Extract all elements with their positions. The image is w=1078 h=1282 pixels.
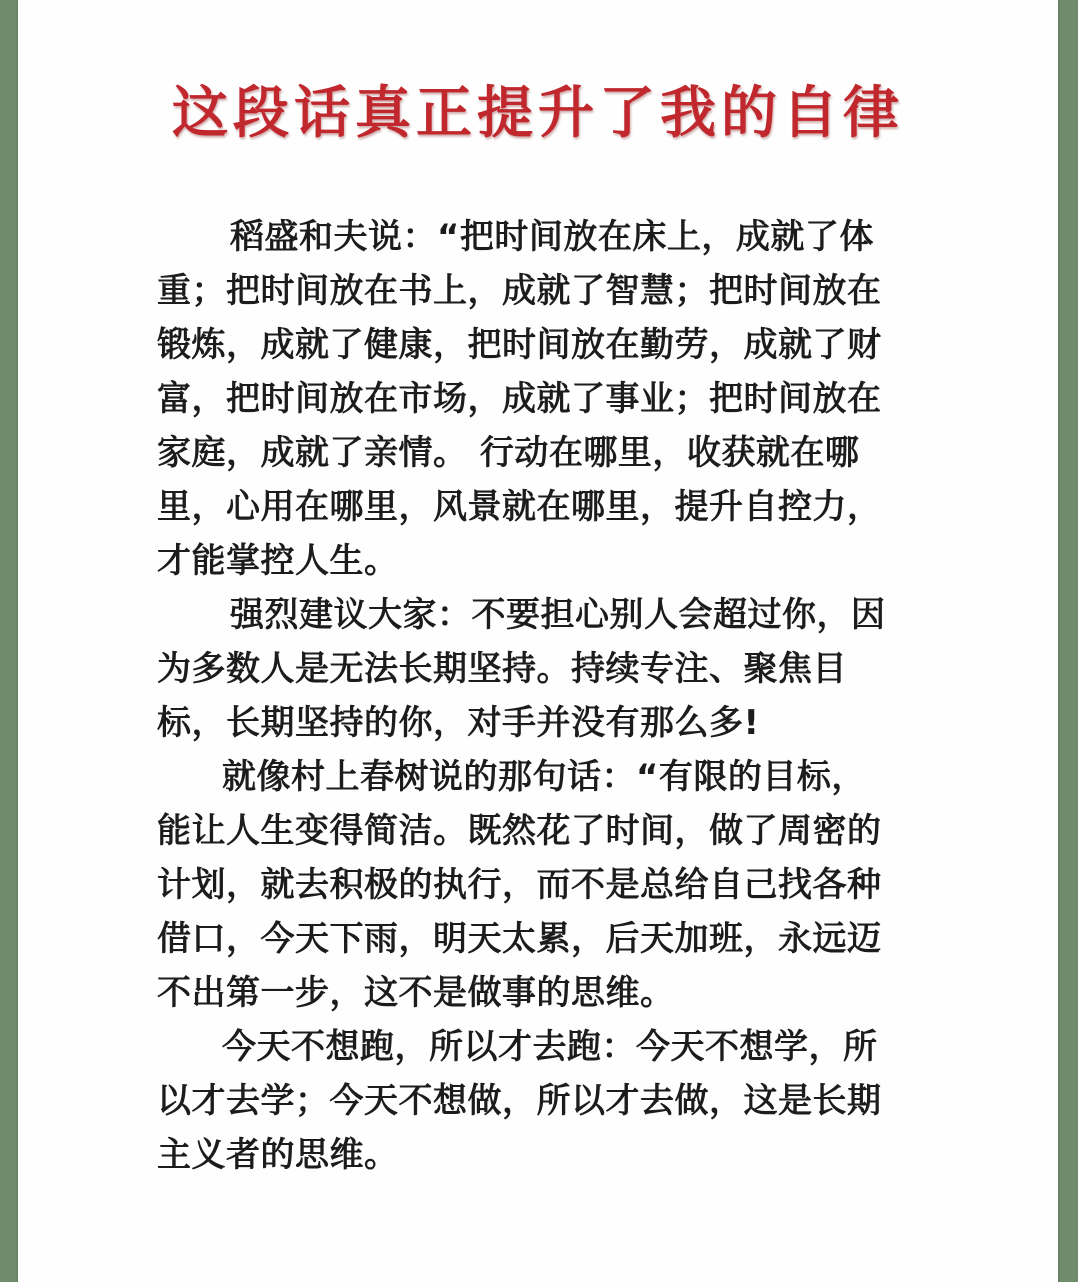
body-line: 稻盛和夫说：“把时间放在床上，成就了体 — [230, 217, 874, 257]
paragraph-4 — [157, 1020, 1037, 1182]
paragraph-3 — [157, 750, 1037, 1020]
article-body — [157, 210, 1037, 1182]
body-line: 能让人生变得简洁。既然花了时间，做了周密的 — [157, 811, 882, 851]
body-line: 家庭，成就了亲情。 行动在哪里，收获就在哪 — [157, 433, 860, 473]
body-line: 锻炼，成就了健康，把时间放在勤劳，成就了财 — [157, 325, 882, 365]
body-line: 以才去学；今天不想做，所以才去做，这是长期 — [157, 1081, 882, 1121]
paper-card — [18, 0, 1058, 1282]
body-line: 强烈建议大家：不要担心别人会超过你，因 — [230, 595, 886, 635]
body-line: 计划，就去积极的执行，而不是总给自己找各种 — [157, 865, 882, 905]
body-line: 主义者的思维。 — [157, 1135, 399, 1175]
paragraph-1 — [157, 210, 1037, 588]
body-line: 借口，今天下雨，明天太累，后天加班，永远迈 — [157, 919, 882, 959]
paragraph-2 — [157, 588, 1037, 750]
body-line: 就像村上春树说的那句话：“有限的目标， — [222, 757, 866, 797]
body-line: 重；把时间放在书上，成就了智慧；把时间放在 — [157, 271, 882, 311]
body-line: 富，把时间放在市场，成就了事业；把时间放在 — [157, 379, 882, 419]
body-line: 标，长期坚持的你，对手并没有那么多! — [157, 703, 760, 743]
body-line: 里，心用在哪里，风景就在哪里，提升自控力， — [157, 487, 882, 527]
body-line: 才能掌控人生。 — [157, 541, 399, 581]
body-line: 不出第一步，这不是做事的思维。 — [157, 973, 675, 1013]
page-title: 这段话真正提升了我的自律 — [172, 80, 904, 146]
body-line: 今天不想跑，所以才去跑：今天不想学，所 — [222, 1027, 878, 1067]
body-line: 为多数人是无法长期坚持。持续专注、聚焦目 — [157, 649, 847, 689]
